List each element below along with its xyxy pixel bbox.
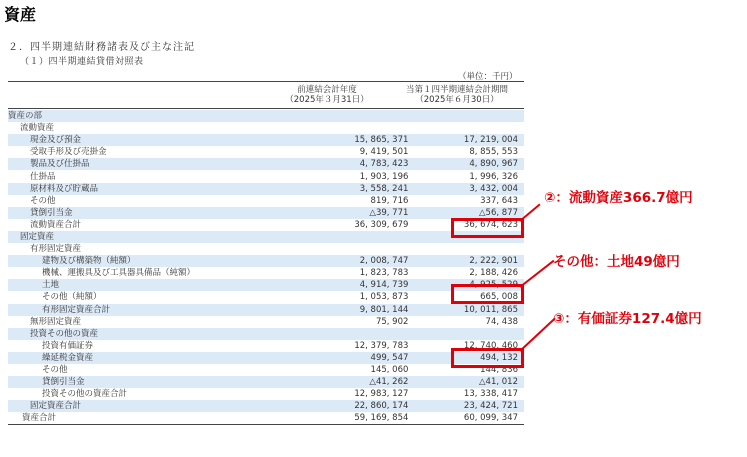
prev-period-value: △39, 771: [295, 207, 417, 219]
unit-label: （単位：千円）: [458, 72, 518, 82]
row-label: 土地: [8, 279, 295, 291]
table-row: [8, 340, 524, 352]
row-label: その他: [30, 195, 56, 206]
table-row: [8, 364, 524, 376]
current-period-value: [416, 328, 524, 340]
current-period-value: △56, 877: [416, 207, 524, 219]
table-row: [8, 267, 524, 279]
current-period-value: 1, 996, 326: [469, 171, 518, 182]
row-label: 有形固定資産: [30, 244, 82, 255]
current-period-value: 2, 222, 901: [416, 255, 524, 267]
prev-period-value: [295, 231, 417, 243]
prev-period-value: 9, 801, 144: [295, 304, 417, 316]
prev-period-value: 4, 783, 423: [295, 158, 417, 170]
current-period-value: [416, 243, 524, 255]
row-label: 仕掛品: [30, 171, 56, 182]
table-row: [8, 134, 524, 146]
row-label: 投資有価証券: [42, 340, 94, 351]
column-header-current-line2: （2025年６月30日）: [415, 95, 499, 105]
row-label: 投資その他の資産: [8, 328, 295, 340]
prev-period-value: 1, 903, 196: [359, 171, 409, 182]
current-period-value: 494, 132: [416, 352, 524, 364]
table-row: [8, 170, 524, 182]
row-label: 固定資産: [8, 231, 295, 243]
row-label: 流動資産合計: [30, 219, 82, 230]
column-header-prev-line1: 前連結会計年度: [297, 85, 357, 95]
row-label: その他（純額）: [42, 292, 102, 303]
column-header-prev-line2: （2025年３月31日）: [285, 95, 369, 105]
current-period-value: [416, 122, 524, 134]
callout-securities: ③：有価証券127.4億円: [553, 311, 702, 327]
table-row: [8, 243, 524, 255]
current-period-value: 4, 925, 529: [416, 279, 524, 291]
prev-period-value: 15, 865, 371: [295, 134, 417, 146]
prev-period-value: 2, 008, 747: [295, 255, 417, 267]
highlight-land: [451, 284, 524, 304]
row-label: 建物及び構築物（純額）: [8, 255, 295, 267]
table-row: [8, 207, 524, 219]
row-label: 資産の部: [8, 110, 295, 122]
table-top-rule: [8, 81, 524, 82]
current-period-value: 3, 432, 004: [416, 183, 524, 195]
current-period-value: 36, 674, 623: [463, 219, 518, 230]
table-row: [8, 291, 524, 303]
prev-period-value: 4, 914, 739: [295, 279, 417, 291]
current-period-value: 4, 890, 967: [416, 158, 524, 170]
current-period-value: 2, 188, 426: [469, 268, 518, 279]
table-row: [8, 231, 524, 243]
table-row: [8, 376, 524, 388]
prev-period-value: 36, 309, 679: [354, 219, 409, 230]
row-label: その他: [42, 365, 68, 376]
row-label: 繰延税金資産: [8, 352, 295, 364]
prev-period-value: [295, 243, 417, 255]
callout-current-assets: ②：流動資産366.7億円: [544, 190, 693, 206]
table-row: [8, 158, 524, 170]
row-label: 流動資産: [20, 123, 55, 134]
prev-period-value: 12, 379, 783: [354, 340, 409, 351]
row-label: 受取手形及び売掛金: [30, 147, 107, 158]
current-period-value: 60, 099, 347: [463, 413, 518, 424]
current-period-value: 10, 011, 865: [416, 304, 524, 316]
row-label: 固定資産合計: [8, 400, 295, 412]
highlight-current-assets-total: [451, 218, 524, 238]
table-row: [8, 328, 524, 340]
row-label: 資産合計: [22, 413, 57, 424]
table-row: [8, 279, 524, 291]
current-period-value: 12, 740, 460: [463, 340, 518, 351]
table-row: [8, 219, 524, 231]
row-label: 原材料及び貯蔵品: [8, 183, 295, 195]
row-label: 貸倒引当金: [8, 376, 295, 388]
current-period-value: 8, 855, 553: [469, 147, 518, 158]
prev-period-value: 9, 419, 501: [359, 147, 409, 158]
prev-period-value: [295, 110, 417, 122]
column-header-prev: [262, 85, 392, 105]
column-header-current-line1: 当第１四半期連結会計期間: [405, 85, 508, 95]
prev-period-value: 3, 558, 241: [295, 183, 417, 195]
prev-period-value: 22, 860, 174: [295, 400, 417, 412]
prev-period-value: 1, 053, 873: [359, 292, 409, 303]
row-label: 無形固定資産: [30, 316, 82, 327]
page-heading: 資産: [4, 5, 37, 24]
arrow-land: [519, 260, 554, 288]
table-row: [8, 304, 524, 316]
row-label: 有形固定資産合計: [8, 304, 295, 316]
table-row: [8, 183, 524, 195]
current-period-value: [416, 110, 524, 122]
current-period-value: 337, 643: [480, 195, 518, 206]
current-period-value: △41, 012: [416, 376, 524, 388]
column-header-current: [392, 85, 522, 105]
prev-period-value: [295, 328, 417, 340]
subsection-title: （１）四半期連結貸借対照表: [20, 57, 144, 67]
row-label: 製品及び仕掛品: [8, 158, 295, 170]
row-label: 現金及び預金: [8, 134, 295, 146]
table-row: [8, 110, 524, 122]
balance-sheet-table: [8, 110, 524, 424]
table-row: [8, 388, 524, 400]
row-label: 機械、運搬具及び工具器具備品（純額）: [42, 268, 196, 279]
table-row: [8, 412, 524, 424]
table-row: [8, 316, 524, 328]
current-period-value: 23, 424, 721: [416, 400, 524, 412]
prev-period-value: 819, 716: [370, 195, 409, 206]
current-period-value: 17, 219, 004: [416, 134, 524, 146]
prev-period-value: 1, 823, 783: [359, 268, 409, 279]
prev-period-value: △41, 262: [295, 376, 417, 388]
row-label: 投資その他の資産合計: [42, 389, 128, 400]
current-period-value: 74, 438: [485, 316, 518, 327]
prev-period-value: 145, 060: [370, 365, 409, 376]
table-row: [8, 352, 524, 364]
prev-period-value: [295, 122, 417, 134]
table-header-rule: [8, 108, 524, 109]
highlight-investment-securities: [451, 348, 524, 368]
row-label: 貸倒引当金: [8, 207, 295, 219]
current-period-value: 144, 836: [480, 365, 518, 376]
prev-period-value: 499, 547: [295, 352, 417, 364]
current-period-value: 13, 338, 417: [463, 389, 518, 400]
prev-period-value: 12, 983, 127: [354, 389, 409, 400]
arrow-securities: [519, 318, 555, 352]
current-period-value: 665, 008: [480, 292, 518, 303]
prev-period-value: 75, 902: [375, 316, 409, 327]
section-title: ２．四半期連結財務諸表及び主な注記: [8, 42, 195, 53]
table-row: [8, 195, 524, 207]
prev-period-value: 59, 169, 854: [354, 413, 409, 424]
table-bottom-rule: [8, 424, 524, 425]
table-row: [8, 146, 524, 158]
callout-land: その他：土地49億円: [553, 254, 680, 270]
table-row: [8, 400, 524, 412]
table-row: [8, 255, 524, 267]
table-row: [8, 122, 524, 134]
